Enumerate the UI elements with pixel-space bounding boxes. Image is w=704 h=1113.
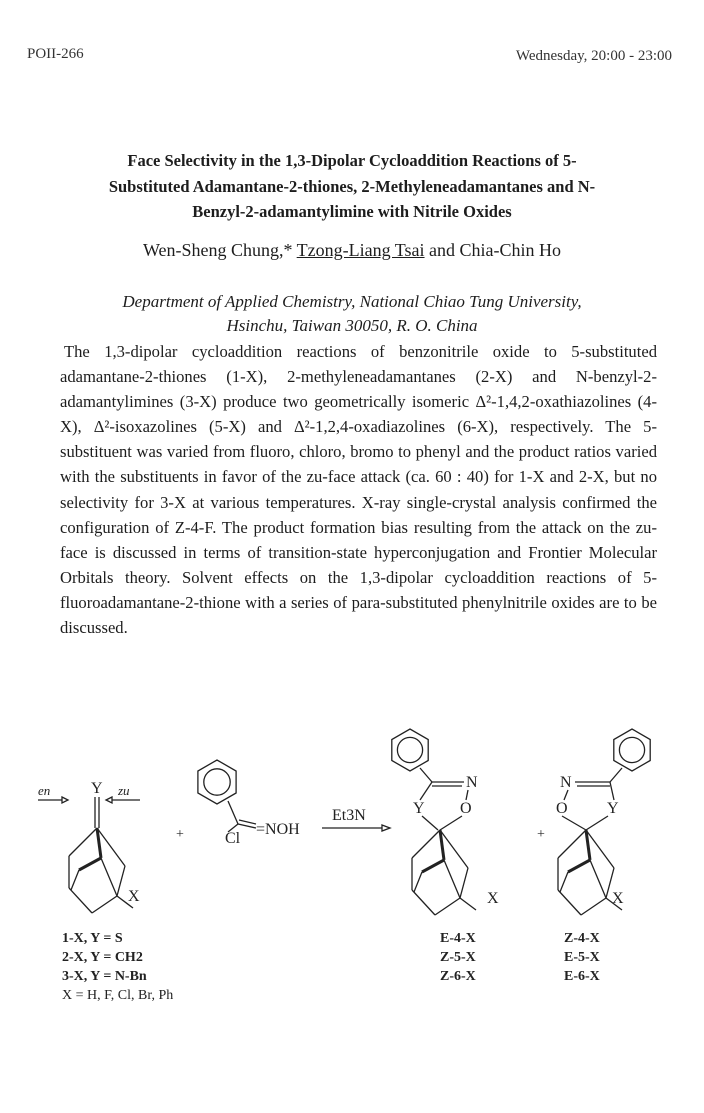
bond [420, 768, 432, 782]
zu-arrow-head [106, 797, 112, 803]
title-line: Face Selectivity in the 1,3-Dipolar Cycloaddition Reactions of 5- [127, 151, 577, 170]
plus-sign: + [176, 827, 184, 842]
adamantane-bond [69, 828, 97, 856]
adamantane-bond [568, 860, 590, 872]
product-label: E-4-X [440, 931, 476, 946]
atom-y: Y [607, 800, 619, 817]
bond [610, 768, 622, 782]
adamantane-bond [422, 860, 444, 872]
atom-cl: Cl [225, 830, 241, 847]
atom-y: Y [91, 780, 103, 797]
aromatic-circle [619, 737, 644, 762]
product-label: Z-4-X [564, 931, 600, 946]
abstract [60, 339, 657, 640]
substrate-label: 3-X, Y = N-Bn [62, 969, 147, 984]
bond [239, 820, 256, 824]
substrate-label: 2-X, Y = CH2 [62, 950, 143, 965]
presenting-author: Tzong-Liang Tsai [296, 240, 425, 260]
adamantane-bond [71, 870, 79, 890]
ring-bond [420, 782, 432, 800]
adamantane-bond [69, 888, 92, 913]
adamantane-bond [412, 890, 435, 915]
affiliation-line: Department of Applied Chemistry, National Chiao Tung University, [122, 292, 582, 311]
adamantane-bond [92, 896, 117, 913]
atom-x: X [612, 890, 624, 907]
adamantane-bond [101, 858, 117, 896]
ring-bond [440, 816, 462, 830]
product-label: E-6-X [564, 969, 600, 984]
author-connector: and [429, 240, 456, 260]
ring-bond [586, 816, 608, 830]
adamantane-bond [586, 830, 614, 868]
ring-bond [562, 816, 586, 830]
time-slot: Wednesday, 20:00 - 23:00 [515, 48, 672, 64]
substituent-list: X = H, F, Cl, Br, Ph [62, 988, 174, 1003]
adamantane-bond [460, 868, 468, 898]
ring-bond [422, 816, 438, 830]
session-code: POII-266 [27, 46, 84, 62]
bond [238, 824, 256, 828]
substrate-label: 1-X, Y = S [62, 931, 123, 946]
affiliation-line: Hsinchu, Taiwan 30050, R. O. China [226, 316, 478, 335]
adamantane-bond [560, 872, 568, 892]
title-line: Benzyl-2-adamantylimine with Nitrile Oxides [192, 202, 512, 221]
aromatic-circle [397, 737, 422, 762]
atom-n: N [560, 774, 572, 791]
bond [228, 801, 238, 824]
author: Chia-Chin Ho [459, 240, 562, 260]
atom-n: N [466, 774, 478, 791]
paper-title [40, 148, 664, 225]
x-substituent-bond [460, 898, 476, 910]
ring-bond [564, 790, 568, 800]
en-face-label: en [38, 783, 51, 798]
adamantane-bond [558, 830, 586, 858]
ring-bond [466, 790, 468, 800]
reaction-scheme [0, 720, 704, 1010]
adamantane-bond [558, 890, 581, 915]
adamantane-bond [414, 872, 422, 892]
adamantane-bond [97, 828, 125, 866]
adamantane-bond [117, 866, 125, 896]
product-label: E-5-X [564, 950, 600, 965]
adamantane-bond [79, 858, 101, 870]
adamantane-bond [444, 860, 460, 898]
ring-bond [610, 782, 614, 800]
product-label: Z-5-X [440, 950, 476, 965]
adamantane-bond [435, 898, 460, 915]
reagent-label: Et3N [332, 807, 366, 824]
atom-x: X [487, 890, 499, 907]
reaction-arrow-head [382, 825, 390, 831]
atom-o: O [556, 800, 568, 817]
authors [0, 240, 704, 261]
aromatic-circle [204, 769, 230, 795]
adamantane-bond [590, 860, 606, 898]
adamantane-bond [440, 830, 468, 868]
title-line: Substituted Adamantane-2-thiones, 2-Methyleneadamantanes and N- [108, 176, 596, 196]
affiliation [40, 290, 664, 338]
adamantane-bond [581, 898, 606, 915]
abstract-text: The 1,3-dipolar cycloaddition reactions of benzonitrile oxide to 5-substituted adamantane-2-thiones (1-X), 2-methyleneadamantanes (2-X) and N-benzyl-2-adamantylimines (3-X) produce two geometrically isomeric Δ²-1,4,2-oxathiazolines (4-X), Δ²-isoxazolines (5-X) and Δ²-1,2,4-oxadiazolines (6-X), respectively. The 5-substituent was varied from fluoro, chloro, bromo to phenyl and the product ratios varied with the substituents in favor of the zu-face attack (ca. 60 : 40) for 1-X and 2-X, but no selectivity for 3-X at various temperatures. X-ray single-crystal analysis confirmed the configuration of Z-4-F. The product formation bias resulting from the attack on the zu-face is discussed in terms of transition-state hyperconjugation and Frontier Molecular Orbitals theory. Solvent effects on the 1,3-dipolar cycloaddition reactions of 5-fluoroadamantane-2-thione with a series of para-substituted phenylnitrile oxides are to be discussed. [60, 342, 657, 638]
adamantane-bond [412, 830, 440, 858]
zu-face-label: zu [118, 783, 130, 798]
plus-sign: + [537, 827, 545, 842]
atom-o: O [460, 800, 472, 817]
atom-y: Y [413, 800, 425, 817]
noh-group: =NOH [256, 821, 300, 838]
en-arrow-head [62, 797, 68, 803]
author: Wen-Sheng Chung,* [142, 240, 293, 260]
product-label: Z-6-X [440, 969, 476, 984]
atom-x: X [128, 888, 140, 905]
